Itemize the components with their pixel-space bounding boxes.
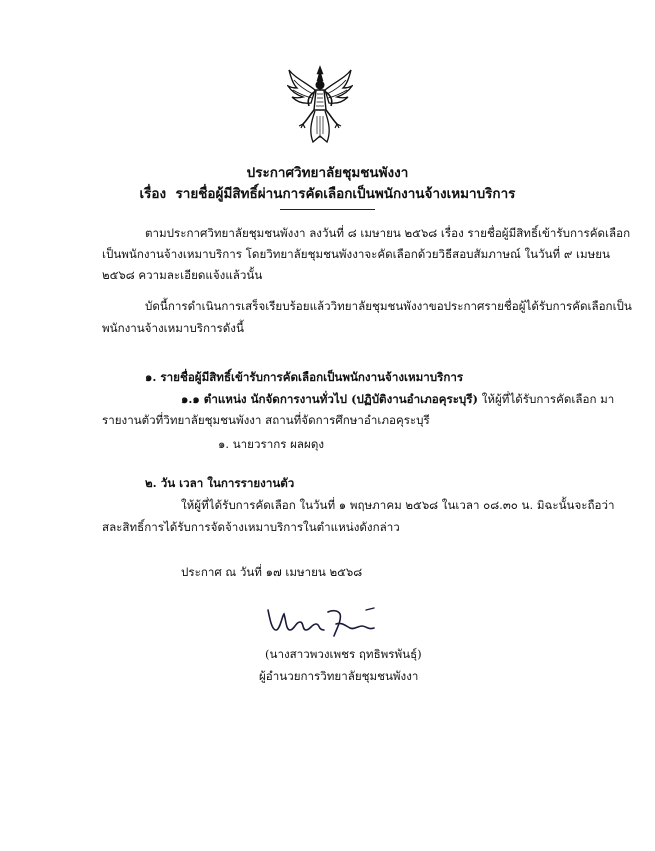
intro-line-2: เป็นพนักงานจ้างเหมาบริการ โดยวิทยาลัยชุมชนพังงาจะคัดเลือกด้วยวิธีสอบสัมภาษณ์ ในวันที่ ๙ เมษยน — [102, 247, 610, 261]
title-divider — [280, 209, 375, 210]
signer-name: (นางสาวพวงเพชร ฤทธิพรพันธุ์) — [265, 647, 422, 661]
intro-line-1: ตามประกาศวิทยาลัยชุมชนพังงา ลงวันที่ ๘ เมษายน ๒๕๖๘ เรื่อง รายชื่อผู้มีสิทธิ์เข้ารับการคัดเลือก — [145, 226, 631, 240]
announcement-title: ประกาศวิทยาลัยชุมชนพังงา — [246, 165, 409, 181]
signature-icon — [262, 600, 382, 642]
section2-heading: ๒. วัน เวลา ในการรายงานตัว — [145, 476, 295, 490]
intro-line-3: ๒๕๖๘ ความละเอียดแจ้งแล้วนั้น — [102, 268, 263, 282]
section2-line-2: สละสิทธิ์การได้รับการจัดจ้างเหมาบริการในตำแหน่งดังกล่าว — [102, 520, 400, 534]
garuda-emblem-icon — [287, 64, 353, 148]
section1-line-2: รายงานตัวที่วิทยาลัยชุมชนพังงา สถานที่จัดการศึกษาอำเภอคุระบุรี — [102, 413, 430, 427]
section2-line-1: ให้ผู้ที่ได้รับการคัดเลือก ในวันที่ ๑ พฤษภาคม ๒๕๖๘ ในเวลา ๐๘.๓๐ น. มิฉะนั้นจะถือว่า — [181, 498, 615, 512]
subject-text: รายชื่อผู้มีสิทธิ์ผ่านการคัดเลือกเป็นพนักงานจ้างเหมาบริการ — [175, 186, 516, 202]
para2-line-1: บัดนี้การดำเนินการเสร็จเรียบร้อยแล้ววิทยาลัยชุมชนพังงาขอประกาศรายชื่อผู้ได้รับการคัดเลือกเป็น — [145, 299, 632, 313]
announcement-subject — [0, 186, 655, 202]
subject-label: เรื่อง — [139, 186, 167, 202]
section1-item — [181, 391, 614, 407]
section1-heading: ๑. รายชื่อผู้มีสิทธิ์เข้ารับการคัดเลือกเป็นพนักงานจ้างเหมาบริการ — [145, 370, 464, 384]
position-note: ให้ผู้ที่ได้รับการคัดเลือก มา — [478, 392, 615, 406]
position-title: ๑.๑ ตำแหน่ง นักจัดการงานทั่วไป (ปฏิบัติงานอำเภอคุระบุรี) — [181, 392, 479, 406]
announce-date: ประกาศ ณ วันที่ ๑๗ เมษายน ๒๕๖๘ — [181, 565, 363, 579]
para2-line-2: พนักงานจ้างเหมาบริการดังนี้ — [102, 321, 244, 335]
selected-person: ๑. นายวรากร ผลผดุง — [218, 437, 325, 451]
signer-position: ผู้อำนวยการวิทยาลัยชุมชนพังงา — [259, 669, 419, 683]
